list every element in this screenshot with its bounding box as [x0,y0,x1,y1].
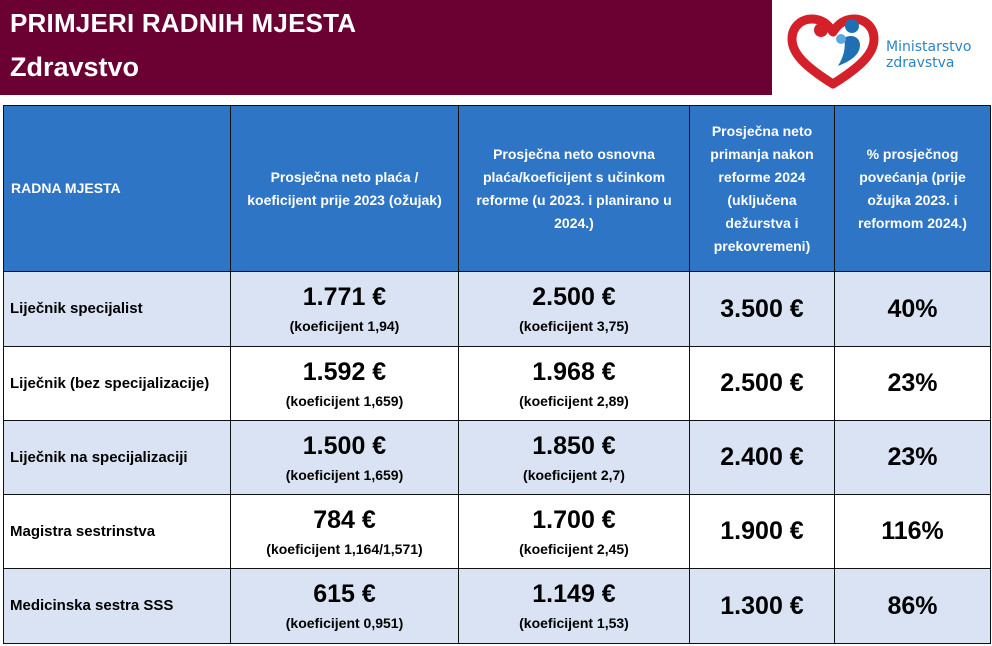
total-amount: 1.300 € [690,569,835,644]
before-amount: 615 € [313,580,376,608]
table-row [4,421,991,495]
job-name: Liječnik (bez specijalizacije) [4,347,231,421]
before-amount: 1.592 € [302,357,387,386]
total-amount: 2.400 € [690,421,835,495]
after-coefficient: (koeficijent 3,75) [519,318,629,334]
heart-family-icon [786,12,881,92]
title-banner [0,0,772,95]
after-cell [459,272,690,347]
table-row [4,495,991,569]
before-amount: 1.771 € [302,283,387,311]
before-coefficient: (koeficijent 1,659) [285,466,404,483]
table-row [4,347,991,421]
after-coefficient: (koeficijent 2,7) [523,466,625,483]
header-after: Prosječna neto osnovna plaća/koeficijent s učinkom reforme (u 2023. i planirano u 2024.) [459,106,690,272]
before-amount: 1.500 € [302,431,387,460]
before-cell [231,569,459,644]
header-percent: % prosječnog povećanja (prije ožujka 2023. i reformom 2024.) [835,106,991,272]
table-row [4,272,991,347]
before-coefficient: (koeficijent 1,659) [285,392,404,409]
job-name: Liječnik specijalist [4,272,231,347]
percent-increase: 23% [835,347,991,421]
job-name: Liječnik na specijalizaciji [4,421,231,495]
page-title: PRIMJERI RADNIH MJESTA [10,8,357,38]
after-cell [459,569,690,644]
after-cell [459,495,690,569]
before-coefficient: (koeficijent 0,951) [285,615,404,631]
table-header-row [4,106,991,272]
before-cell [231,495,459,569]
logo-text-line1: Ministarstvo [886,39,972,55]
after-amount: 1.700 € [532,505,616,534]
before-cell [231,272,459,347]
percent-increase: 116% [835,495,991,569]
before-cell [231,347,459,421]
after-cell [459,421,690,495]
after-amount: 1.149 € [532,580,616,608]
total-amount: 1.900 € [690,495,835,569]
header-job: RADNA MJESTA [4,106,231,272]
after-coefficient: (koeficijent 2,45) [519,540,629,557]
logo-text-line2: zdravstva [886,55,955,71]
total-amount: 2.500 € [690,347,835,421]
salary-table [3,105,991,644]
page-subtitle: Zdravstvo [10,52,140,82]
header-total: Prosječna neto primanja nakon reforme 2024 (uključena dežurstva i prekovremeni) [690,106,835,272]
total-amount: 3.500 € [690,272,835,347]
job-name: Magistra sestrinstva [4,495,231,569]
after-cell [459,347,690,421]
percent-increase: 23% [835,421,991,495]
percent-increase: 40% [835,272,991,347]
percent-increase: 86% [835,569,991,644]
after-coefficient: (koeficijent 1,53) [519,615,629,631]
job-name: Medicinska sestra SSS [4,569,231,644]
ministry-logo [786,12,986,92]
table-row [4,569,991,644]
header-before: Prosječna neto plaća / koeficijent prije 2023 (ožujak) [231,106,459,272]
before-coefficient: (koeficijent 1,164/1,571) [266,540,423,557]
before-cell [231,421,459,495]
after-amount: 1.850 € [532,431,616,460]
before-amount: 784 € [313,505,376,534]
before-coefficient: (koeficijent 1,94) [289,318,400,334]
after-amount: 2.500 € [532,283,616,311]
after-amount: 1.968 € [532,357,616,386]
after-coefficient: (koeficijent 2,89) [519,392,629,409]
